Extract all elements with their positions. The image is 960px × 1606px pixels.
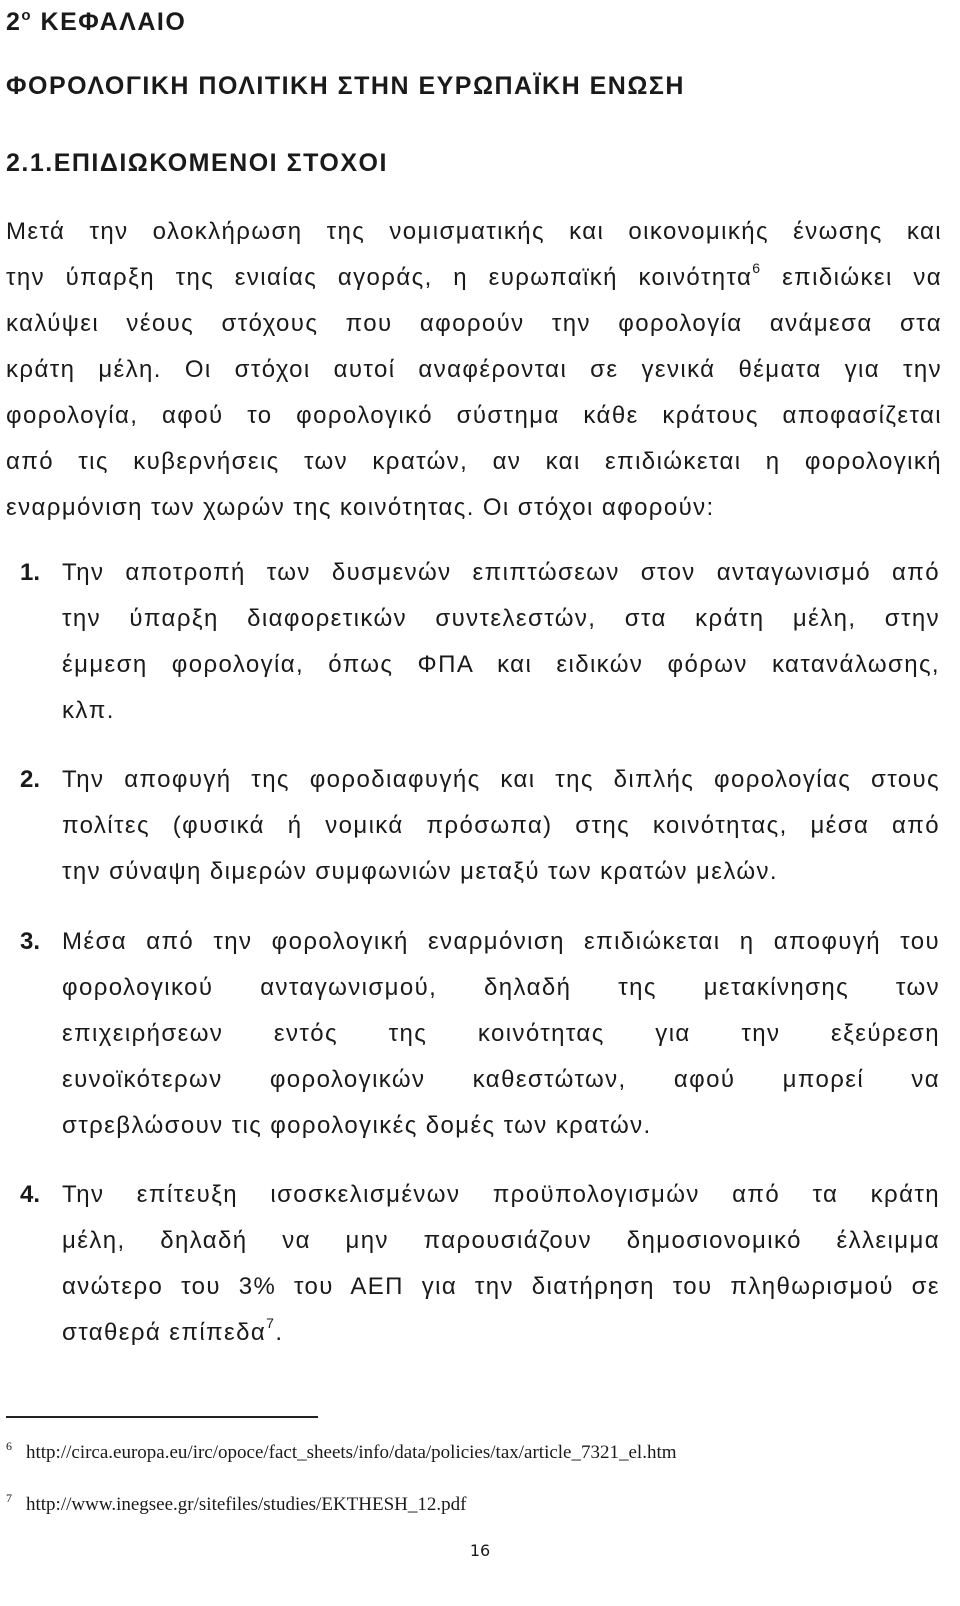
list-item-line: μέλη, δηλαδή να μην παρουσιάζουν δημοσιονομικό έλλειμμα bbox=[62, 1227, 940, 1254]
intro-line: καλύψει νέους στόχους που αφορούν την φορολογία ανάμεσα στα bbox=[6, 310, 942, 337]
intro-text: την ύπαρξη της ενιαίας αγοράς, η ευρωπαϊκή κοινότητα bbox=[6, 264, 753, 291]
intro-line: από τις κυβερνήσεις των κρατών, αν και επιδιώκεται η φορολογική bbox=[6, 448, 942, 475]
list-item-line: στρεβλώσουν τις φορολογικές δομές των κρατών. bbox=[62, 1112, 652, 1139]
footnote-ref[interactable]: 6 bbox=[752, 260, 762, 276]
list-item-line: Την αποτροπή των δυσμενών επιπτώσεων στον ανταγωνισμό από bbox=[62, 559, 940, 586]
intro-line: κράτη μέλη. Οι στόχοι αυτοί αναφέρονται σε γενικά θέματα για την bbox=[6, 356, 942, 383]
list-item-line: ευνοϊκότερων φορολογικών καθεστώτων, αφού μπορεί να bbox=[62, 1066, 940, 1093]
footnote-separator bbox=[6, 1416, 318, 1418]
list-item-line: φορολογικού ανταγωνισμού, δηλαδή της μετακίνησης των bbox=[62, 974, 940, 1001]
footnote-mark: 7 bbox=[6, 1491, 12, 1505]
footnote-mark: 6 bbox=[6, 1439, 12, 1453]
chapter-ordinal-mark: ο bbox=[21, 7, 33, 24]
list-item-line: επιχειρήσεων εντός της κοινότητας για την εξεύρεση bbox=[62, 1020, 940, 1047]
intro-line: φορολογία, αφού το φορολογικό σύστημα κάθε κράτους αποφασίζεται bbox=[6, 402, 942, 429]
list-item-line: Μέσα από την φορολογική εναρμόνιση επιδιώκεται η αποφυγή του bbox=[62, 928, 940, 955]
footnote-link[interactable]: http://www.inegsee.gr/sitefiles/studies/EKTHESH_12.pdf bbox=[26, 1494, 467, 1515]
list-item-line: Την αποφυγή της φοροδιαφυγής και της διπλής φορολογίας στους bbox=[62, 766, 940, 793]
chapter-word: ΚΕΦΑΛΑΙΟ bbox=[40, 8, 187, 36]
footnote bbox=[6, 1492, 466, 1518]
footnote-link[interactable]: http://circa.europa.eu/irc/opoce/fact_sheets/info/data/policies/tax/article_7321_el.htm bbox=[26, 1442, 677, 1463]
intro-text: επιδιώκει να bbox=[761, 264, 942, 291]
list-item-line: Την επίτευξη ισοσκελισμένων προϋπολογισμών από τα κράτη bbox=[62, 1181, 940, 1208]
footnote-ref[interactable]: 7 bbox=[266, 1315, 276, 1331]
list-item-text: . bbox=[275, 1319, 284, 1346]
chapter-label bbox=[6, 0, 186, 38]
section-title: 2.1.ΕΠΙΔΙΩΚΟΜΕΝΟΙ ΣΤΟΧΟΙ bbox=[6, 149, 388, 177]
list-item-number: 4. bbox=[20, 1181, 41, 1208]
list-item-line: την σύναψη διμερών συμφωνιών μεταξύ των κρατών μελών. bbox=[62, 858, 778, 885]
list-item-line: ανώτερο του 3% του ΑΕΠ για την διατήρηση του πληθωρισμού σε bbox=[62, 1273, 940, 1300]
intro-line bbox=[6, 255, 942, 301]
list-item-number: 3. bbox=[20, 928, 41, 955]
list-item-number: 1. bbox=[20, 559, 41, 586]
list-item-line: κλπ. bbox=[62, 697, 115, 724]
list-item-line: πολίτες (φυσικά ή νομικά πρόσωπα) στης κοινότητας, μέσα από bbox=[62, 812, 940, 839]
list-item-number: 2. bbox=[20, 766, 41, 793]
chapter-title: ΦΟΡΟΛΟΓΙΚΗ ΠΟΛΙΤΙΚΗ ΣΤΗΝ ΕΥΡΩΠΑΪΚΗ ΕΝΩΣΗ bbox=[6, 72, 685, 100]
list-item-line: την ύπαρξη διαφορετικών συντελεστών, στα κράτη μέλη, στην bbox=[62, 605, 940, 632]
chapter-number: 2 bbox=[6, 8, 22, 36]
list-item-line: έμμεση φορολογία, όπως ΦΠΑ και ειδικών φόρων κατανάλωσης, bbox=[62, 651, 940, 678]
list-item-line bbox=[62, 1310, 940, 1356]
intro-line: Μετά την ολοκλήρωση της νομισματικής και οικονομικής ένωσης και bbox=[6, 218, 942, 245]
intro-line: εναρμόνιση των χωρών της κοινότητας. Οι στόχοι αφορούν: bbox=[6, 494, 715, 521]
page-number: 16 bbox=[469, 1541, 491, 1560]
list-item-text: σταθερά επίπεδα bbox=[62, 1319, 267, 1346]
footnote bbox=[6, 1440, 677, 1466]
